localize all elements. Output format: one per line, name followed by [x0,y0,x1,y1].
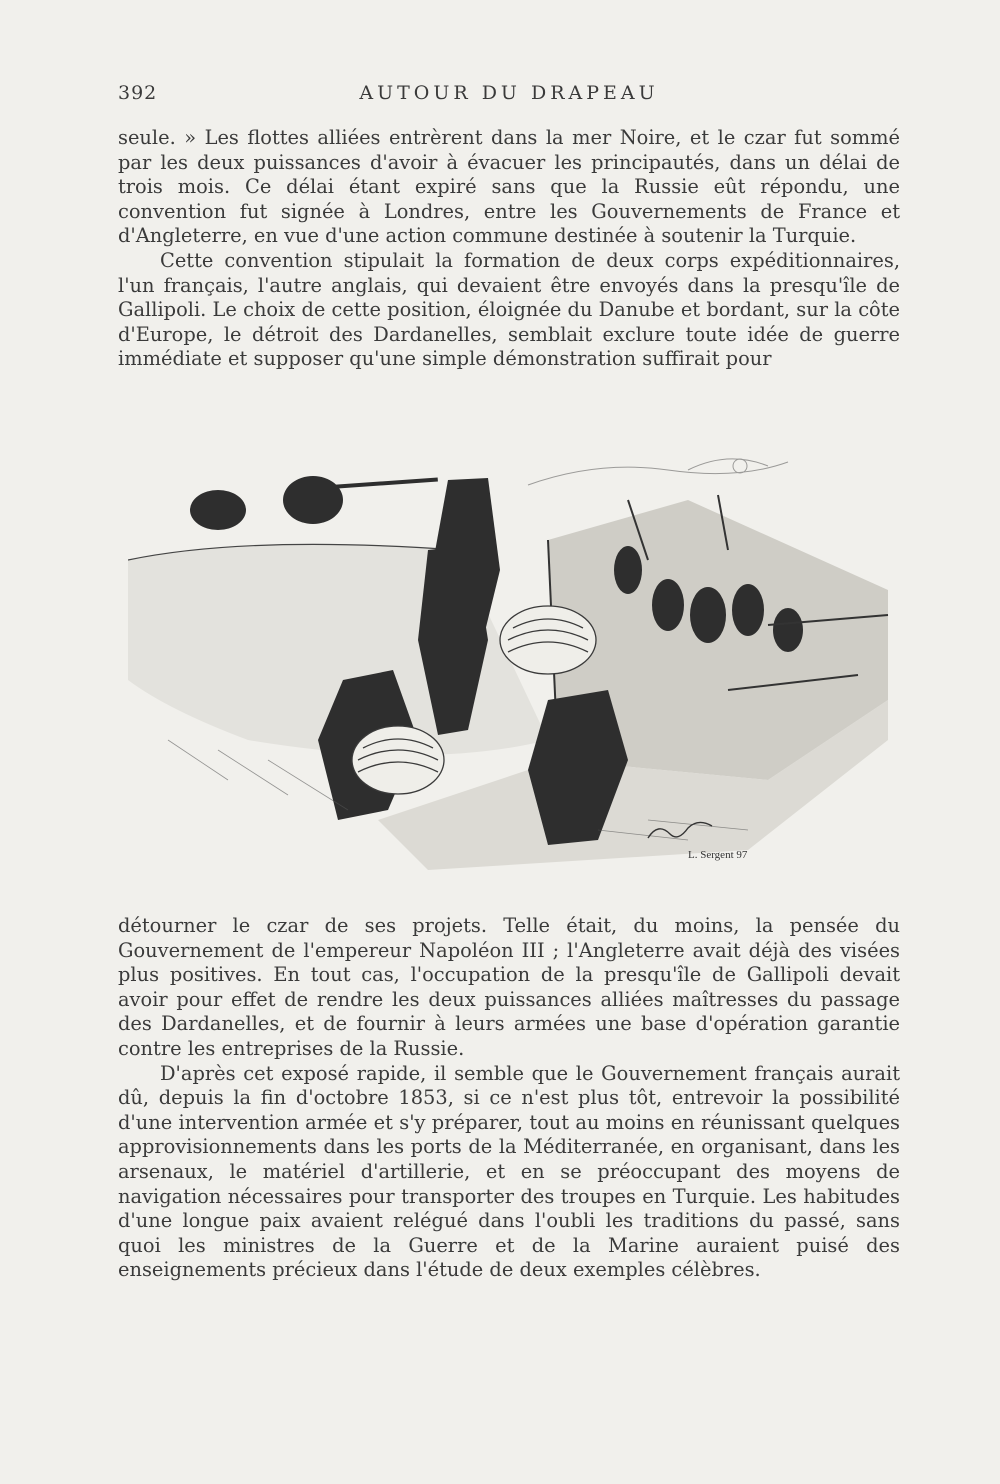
running-title: AUTOUR DU DRAPEAU [359,82,659,104]
running-head [118,82,900,112]
paragraph-bottom-2: D'après cet exposé rapide, il semble que le Gouvernement français aurait dû, depuis la fin d'octobre 1853, si ce n'est plus tôt, entrevoir la possibilité d'une intervention armée et s'y préparer, tout au moins en réunissant quelques approvisionnements dans les ports de la Méditerranée, en organisant, dans les arsenaux, le matériel d'artillerie, et en se préoccupant des moyens de navigation nécessaires pour transporter des troupes en Turquie. Les habitudes d'une longue paix avaient relégué dans l'oubli les traditions du passé, sans quoi les ministres de la Guerre et de la Marine auraient puisé des enseignements précieux dans l'étude de deux exemples célèbres. [118,1061,900,1282]
paragraph-top-2: Cette convention stipulait la formation de deux corps expéditionnaires, l'un français, l'autre anglais, qui devaient être envoyés dans la presqu'île de Gallipoli. Le choix de cette position, éloignée du Danube et bordant, sur la côte d'Europe, le détroit des Dardanelles, semblait exclure toute idée de guerre immédiate et supposer qu'une simple démonstration suffirait pour [118,248,900,371]
signature-text: L. Sergent 97 [688,849,748,861]
paragraph-top-1: seule. » Les flottes alliées entrèrent dans la mer Noire, et le czar fut sommé par les deux puissances d'avoir à évacuer les principautés, dans un délai de trois mois. Ce délai étant expiré sans que la Russie eût répondu, une convention fut signée à Londres, entre les Gouvernements de France et d'Angleterre, en vue d'une action commune destinée à soutenir la Turquie. [118,126,900,248]
text-block-bottom [118,914,900,1283]
horizon-hills [528,459,788,485]
page-number: 392 [118,82,158,104]
paragraph-bottom-1: détourner le czar de ses projets. Telle était, du moins, la pensée du Gouvernement de l'empereur Napoléon III ; l'Angleterre avait déjà des visées plus positives. En tout cas, l'occupation de la presqu'île de Gallipoli devait avoir pour effet de rendre les deux puissances alliées maîtresses du passage des Dardanelles, et de fournir à leurs armées une base d'opération garantie contre les entreprises de la Russie. [118,914,900,1060]
engraving-drawing [128,440,894,895]
trench-illustration [128,440,894,895]
text-block-top [118,126,900,372]
